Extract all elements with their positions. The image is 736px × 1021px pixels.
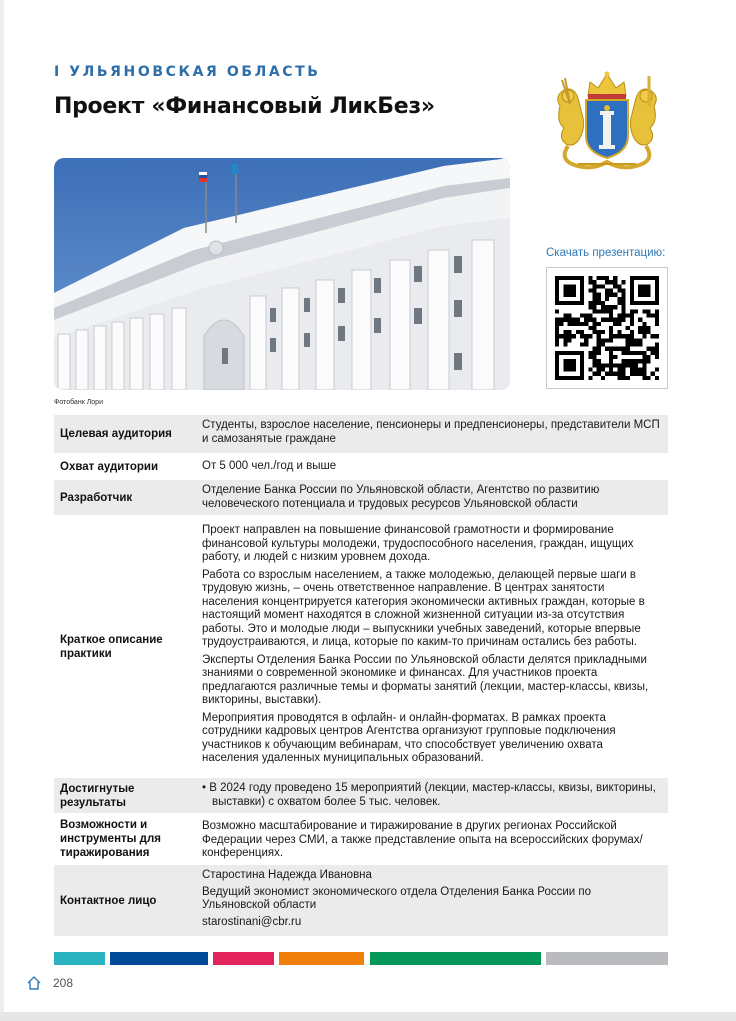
- bullet-text: В 2024 году проведено 15 мероприятий (лекции, мастер-классы, квизы, викторины, выставки) с охватом более 5 тыс. человек.: [209, 782, 656, 808]
- row-label: Краткое описание практики: [60, 633, 163, 660]
- color-bar-teal: [54, 952, 105, 965]
- row-paragraph: От 5 000 чел./год и выше: [202, 460, 337, 472]
- color-bar-pink: [213, 952, 274, 965]
- page-edge: [0, 0, 4, 1012]
- table-row-developer: [54, 480, 668, 515]
- table-row-description: [54, 518, 668, 775]
- row-label: Охват аудитории: [60, 460, 159, 473]
- row-label: Достигнутые результаты: [60, 782, 135, 809]
- ulyanovsk-coat-of-arms-icon: [548, 66, 666, 174]
- download-presentation-label[interactable]: Скачать презентацию:: [546, 247, 666, 259]
- home-icon[interactable]: [26, 975, 42, 991]
- row-value: [202, 865, 668, 936]
- qr-code-icon[interactable]: [546, 267, 668, 389]
- row-value: [202, 480, 668, 515]
- region-heading: I УЛЬЯНОВСКАЯ ОБЛАСТЬ: [54, 64, 321, 80]
- table-row-audience-reach: [54, 456, 668, 477]
- table-row-target-audience: [54, 415, 668, 453]
- row-value: [202, 518, 668, 775]
- color-bar-blue: [110, 952, 208, 965]
- contact-name: Старостина Надежда Ивановна: [202, 869, 372, 881]
- row-paragraph: Проект направлен на повышение финансовой грамотности и формирование финансовой культуры молодежи, трудоспособного населения, граждан, ищущих работу, и людей с низким уровнем дохода.: [202, 524, 634, 563]
- row-value: [202, 778, 668, 813]
- contact-email[interactable]: starostinani@cbr.ru: [202, 915, 302, 928]
- row-label: Возможности и инструменты для тиражирования: [60, 819, 161, 859]
- row-value: [202, 816, 668, 862]
- row-paragraph: Отделение Банка России по Ульяновской области, Агентство по развитию человеческого потенциала и трудовых ресурсов Ульяновской области: [202, 484, 600, 510]
- color-bars: [54, 952, 668, 965]
- table-row-replication: [54, 816, 668, 862]
- row-paragraph: Эксперты Отделения Банка России по Ульяновской области делятся прикладными знаниями о современной экономике и финансах. Для участников проекта предлагаются различные темы и форматы занятий (лекции, мастер-классы, квизы, викторины, выставки).: [202, 653, 649, 706]
- row-paragraph: Мероприятия проводятся в офлайн- и онлайн-форматах. В рамках проекта сотрудники кадровых центров Агентства организуют групповые подключения участников к обучающим вебинарам, что способствует увеличению охвата населения удаленных муниципальных образований.: [202, 711, 616, 764]
- row-value: [202, 456, 668, 477]
- color-bar-orange: [279, 952, 364, 965]
- page-number: 208: [53, 976, 74, 990]
- color-bar-green: [370, 952, 541, 965]
- contact-position: Ведущий экономист экономического отдела Отделения Банка России по Ульяновской области: [202, 885, 592, 911]
- building-photo: [54, 158, 510, 390]
- row-label: Разработчик: [60, 491, 133, 504]
- row-label: Целевая аудитория: [60, 428, 172, 440]
- row-paragraph: Возможно масштабирование и тиражирование в других регионах Российской Федерации через СМИ, а также представление опыта на всероссийских форумах/конференциях.: [202, 820, 643, 859]
- row-value: [202, 415, 668, 453]
- row-label: Контактное лицо: [60, 894, 157, 907]
- photo-credit: Фотобанк Лори: [54, 399, 103, 406]
- info-table: [54, 415, 668, 939]
- table-row-results: [54, 778, 668, 813]
- row-paragraph: Студенты, взрослое население, пенсионеры и предпенсионеры, представители МСП и самозанятые граждане: [202, 419, 660, 445]
- bottom-band: [0, 1012, 736, 1021]
- color-bar-grey: [546, 952, 668, 965]
- table-row-contact: [54, 865, 668, 936]
- row-paragraph: Работа со взрослым населением, а также молодежью, делающей первые шаги в трудовую жизнь, – очень ответственное направление. В центрах занятости населения концентрируется категория экономически активных граждан, которые в настоящий момент находятся в сложной жизненной ситуации из-за отсутствия работы. Это и молодые люди – выпускники учебных заведений, которые впервые трудоустраиваются, и лица, которые по каким-то причинам остались без работы.: [202, 568, 645, 648]
- bullet-item: • В 2024 году проведено 15 мероприятий (лекции, мастер-классы, квизы, викторины, выставки) с охватом более 5 тыс. человек.: [202, 782, 656, 808]
- page-title: Проект «Финансовый ЛикБез»: [54, 94, 435, 119]
